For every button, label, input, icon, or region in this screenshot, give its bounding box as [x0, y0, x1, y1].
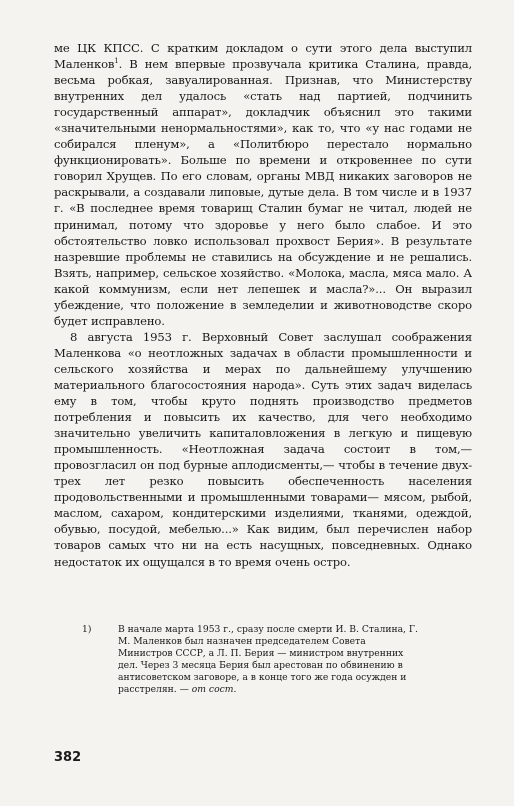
paragraph-2: 8 августа 1953 г. Верховный Совет заслушал соображения Маленкова «о неотложных задачах в области промышленности и сельского хозяйства и мерах по дальнейшему улучшению материального благосостояния народа». Суть этих задач виделась ему в том, чтобы круто поднять производство предметов потребления и повысить их качество, для чего необходимо значительно увеличить капиталовложения в легкую и пищевую промышленность. «Неотложная задача состоит в том,— провозгласил он под бурные аплодисменты,— чтобы в течение двух-трех лет резко повысить обеспеченность населения продовольственными и промышленными товарами— мясом, рыбой, маслом, сахаром, кондитерскими изделиями, тканями, одеждой, обувью, посудой, мебелью...» Как видим, был перечислен набор товаров самых что ни на есть насущных, повседневных. Однако недостаток их ощущался в то время очень остро. — [54, 329, 472, 569]
footnote-source: от сост. — [191, 684, 237, 696]
paragraph-1-rest: . В нем впервые прозвучала критика Сталина, правда, весьма робкая, завуалированная. Признав, что Министерству внутренних дел удалось «стать над партией, подчинить государственный аппарат», докладчик объяснил это такими «значительными ненормальностями», как то, что «у нас годами не собирался пленум», а «Политбюро перестало нормально функционировать». Больше по времени и откровеннее по сути говорил Хрущев. По его словам, органы МВД никаких заговоров не раскрывали, а создавали липовые, дутые дела. В том числе и в 1937 г. «В последнее время товарищ Сталин бумаг не читал, людей не принимал, потому что здоровье у него было слабое. И это обстоятельство ловко использовал прохвост Берия». В результате назревшие проблемы не ставились на обсуждение и не решались. Взять, например, сельское хозяйство. «Молока, масла, мяса мало. А какой коммунизм, если нет лепешек и масла?»... Он выразил убеждение, что положение в земледелии и животноводстве скоро будет исправлено. — [54, 57, 472, 328]
footnote-body — [118, 624, 418, 697]
footnote-reference[interactable]: 1 — [114, 57, 119, 66]
paragraph-1-start: ме ЦК КПСС. С кратким докладом о сути этого дела выступил Маленков — [54, 41, 472, 72]
main-text — [54, 40, 472, 570]
footnote-marker: 1) — [82, 624, 92, 635]
paragraph-1 — [54, 40, 472, 329]
footnote-text: В начале марта 1953 г., сразу после смерти И. В. Сталина, Г. М. Маленков был назначен председателем Совета Министров СССР, а Л. П. Берия — министром внутренних дел. Через 3 месяца Берия был арестован по обвинению в антисоветском заговоре, а в конце того же года осужден и расстрелян. — — [118, 624, 418, 696]
page-number: 382 — [54, 750, 82, 765]
